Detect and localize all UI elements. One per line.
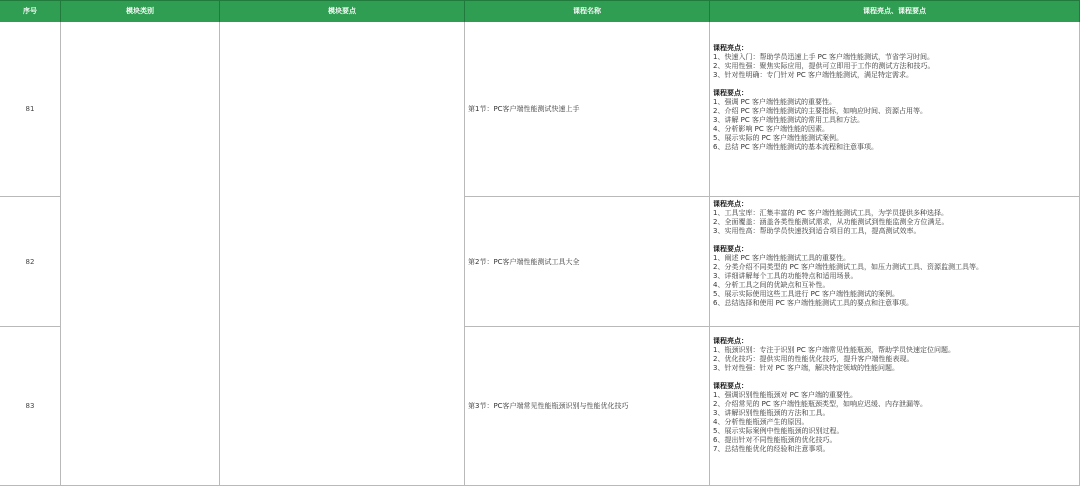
course-details <box>710 197 1080 327</box>
point-item: 4、分析影响 PC 客户端性能的因素。 <box>713 125 830 133</box>
row-seq: 83 <box>0 327 61 486</box>
highlight-item: 1、工具宝库：汇集丰富的 PC 客户端性能测试工具，为学员提供多种选择。 <box>713 209 949 217</box>
points-title: 课程要点： <box>713 382 748 390</box>
point-item: 5、展示实际的 PC 客户端性能测试案例。 <box>713 134 844 142</box>
point-item: 1、强调 PC 客户端性能测试的重要性。 <box>713 98 837 106</box>
header-course-details: 课程亮点、课程要点 <box>710 0 1080 22</box>
point-item: 4、分析性能瓶颈产生的原因。 <box>713 418 809 426</box>
course-name: 第3节：PC客户端常见性能瓶颈识别与性能优化技巧 <box>465 327 710 486</box>
module-category-cell <box>61 22 220 486</box>
course-details <box>710 327 1080 486</box>
module-points-cell <box>220 22 465 486</box>
highlight-item: 1、瓶颈识别：专注于识别 PC 客户端常见性能瓶颈，帮助学员快速定位问题。 <box>713 346 956 354</box>
header-seq: 序号 <box>0 0 61 22</box>
point-item: 3、详细讲解每个工具的功能特点和适用场景。 <box>713 272 858 280</box>
highlight-item: 3、实用性高：帮助学员快速找到适合项目的工具，提高测试效率。 <box>713 227 921 235</box>
section-gap <box>713 80 1076 89</box>
point-item: 6、总结 PC 客户端性能测试的基本流程和注意事项。 <box>713 143 879 151</box>
highlights-title: 课程亮点： <box>713 200 748 208</box>
point-item: 4、分析工具之间的优缺点和互补性。 <box>713 281 830 289</box>
course-details <box>710 22 1080 197</box>
highlights-title: 课程亮点： <box>713 337 748 345</box>
header-course-name: 课程名称 <box>465 0 710 22</box>
highlight-item: 3、针对性强：针对 PC 客户端，解决特定领域的性能问题。 <box>713 364 900 372</box>
highlight-item: 1、快速入门：帮助学员迅速上手 PC 客户端性能测试，节省学习时间。 <box>713 53 935 61</box>
highlight-item: 2、实用性强：聚焦实际应用，提供可立即用于工作的测试方法和技巧。 <box>713 62 935 70</box>
point-item: 2、介绍 PC 客户端性能测试的主要指标，如响应时间、资源占用等。 <box>713 107 928 115</box>
point-item: 5、展示实际案例中性能瓶颈的识别过程。 <box>713 427 844 435</box>
course-name: 第2节：PC客户端性能测试工具大全 <box>465 197 710 327</box>
points-title: 课程要点： <box>713 89 748 97</box>
highlights-title: 课程亮点： <box>713 44 748 52</box>
section-gap <box>713 373 1076 382</box>
row-seq: 81 <box>0 22 61 197</box>
point-item: 6、提出针对不同性能瓶颈的优化技巧。 <box>713 436 837 444</box>
header-module-points: 模块要点 <box>220 0 465 22</box>
section-gap <box>713 236 1076 245</box>
points-title: 课程要点： <box>713 245 748 253</box>
point-item: 1、强调识别性能瓶颈对 PC 客户端的重要性。 <box>713 391 858 399</box>
point-item: 6、总结选择和使用 PC 客户端性能测试工具的要点和注意事项。 <box>713 299 914 307</box>
course-name: 第1节：PC客户端性能测试快速上手 <box>465 22 710 197</box>
table-top-border <box>0 0 1080 1</box>
point-item: 5、展示实际使用这些工具进行 PC 客户端性能测试的案例。 <box>713 290 900 298</box>
point-item: 3、讲解识别性能瓶颈的方法和工具。 <box>713 409 830 417</box>
row-seq: 82 <box>0 197 61 327</box>
highlight-item: 3、针对性明确：专门针对 PC 客户端性能测试，满足特定需求。 <box>713 71 914 79</box>
point-item: 2、分类介绍不同类型的 PC 客户端性能测试工具，如压力测试工具、资源监测工具等。 <box>713 263 984 271</box>
point-item: 3、讲解 PC 客户端性能测试的常用工具和方法。 <box>713 116 865 124</box>
header-module-category: 模块类别 <box>61 0 220 22</box>
point-item: 1、阐述 PC 客户端性能测试工具的重要性。 <box>713 254 851 262</box>
point-item: 7、总结性能优化的经验和注意事项。 <box>713 445 830 453</box>
highlight-item: 2、全面覆盖：涵盖各类性能测试需求，从功能测试到性能监测全方位满足。 <box>713 218 949 226</box>
point-item: 2、介绍常见的 PC 客户端性能瓶颈类型，如响应迟缓、内存泄漏等。 <box>713 400 928 408</box>
highlight-item: 2、优化技巧：提供实用的性能优化技巧，提升客户端性能表现。 <box>713 355 914 363</box>
